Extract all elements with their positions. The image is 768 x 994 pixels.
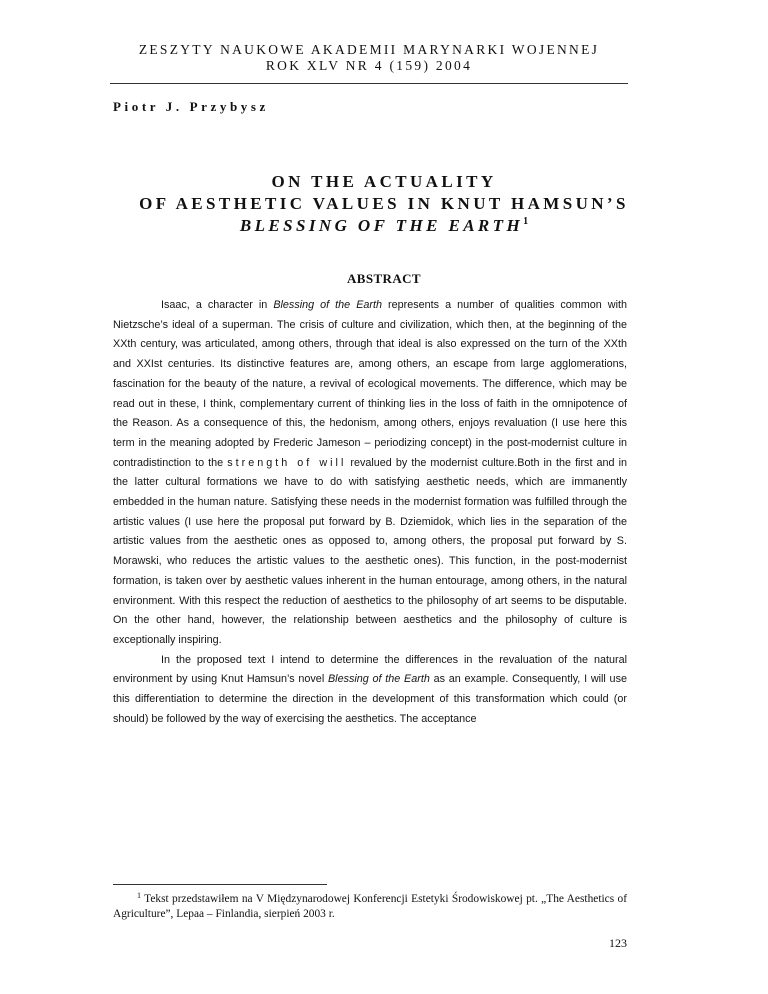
header-divider xyxy=(110,83,628,84)
article-title xyxy=(100,171,668,237)
text-segment: represents a number of qualities common with Nietzsche’s ideal of a superman. The crisis of culture and civilization, which then, at the beginning of the XXth century, was articulated, among others, through that ideal is also expressed on the turn of the XXth and XXIst centuries. Its distinctive features are, among others, an escape from large agglomerations, fascination for the beauty of the nature, a revival of ecological movements. The difference, which may be read out in these, I think, complementary current of thinking lies in the loss of faith in the omnipotence of the Reason. As a consequence of this, the hedonism, among others, enjoys revaluation (I use here this term in the meaning adopted by Frederic Jameson – periodizing concept) in the post-modernist culture in contradistinction to the xyxy=(113,299,627,469)
author-name: Piotr J. Przybysz xyxy=(113,99,269,114)
abstract-body xyxy=(113,296,627,729)
text-segment: as an example. Consequently, I will use this differentiation to determine the direction in the development of this transformation which could (or should) be followed by the way of exercising the aesthetics. The acceptance xyxy=(113,673,627,725)
title-line-1: ON THE ACTUALITY xyxy=(271,172,497,191)
book-title-italic: Blessing of the Earth xyxy=(327,673,430,686)
journal-header xyxy=(110,42,628,74)
abstract-paragraph-2 xyxy=(113,651,627,730)
page-number: 123 xyxy=(609,936,627,950)
text-segment: Isaac, a character in xyxy=(161,299,274,311)
title-footnote-mark[interactable]: 1 xyxy=(523,216,529,227)
abstract-heading: ABSTRACT xyxy=(347,271,421,286)
footnote-mark: 1 xyxy=(137,891,141,900)
book-title-italic: Blessing of the Earth xyxy=(273,299,383,311)
title-line-2: OF AESTHETIC VALUES IN KNUT HAMSUN’S xyxy=(139,194,629,213)
spaced-phrase: strength of will xyxy=(227,456,347,469)
title-book-name: BLESSING OF THE EARTH xyxy=(239,216,524,235)
journal-issue: ROK XLV NR 4 (159) 2004 xyxy=(265,58,473,73)
text-segment: In the proposed text I intend to determine the differences in the revaluation of the natural environment by using Knut Hamsun’s novel xyxy=(113,653,627,686)
footnote xyxy=(113,892,627,922)
abstract-paragraph-1 xyxy=(113,296,627,651)
footnote-divider xyxy=(113,884,327,885)
footnote-text: Tekst przedstawiłem na V Międzynarodowej Konferencji Estetyki Środowiskowej pt. „The Aesthetics of Agriculture”, Lepaa – Finlandia, sierpień 2003 r. xyxy=(113,893,627,920)
text-segment: revalued by the modernist culture.Both in the first and in the latter cultural formations we have to do with satisfying aesthetic needs, which are immanently embedded in the human nature. Satisfying these needs in the modernist formation was fulfilled through the artistic values (I use here the proposal put forward by B. Dziemidok, which lies in the separation of the artistic values from the aesthetic ones as opposed to, among others, the proposal put forward by S. Morawski, who reduces the artistic values to the aesthetic ones). This function, in the post-modernist formation, is taken over by aesthetic values inherent in the human entourage, among others, in the natural environment. With this respect the reduction of aesthetics to the philosophy of art seems to be disputable. On the other hand, however, the relationship between aesthetics and the philosophy of culture is exceptionally inspiring. xyxy=(113,456,627,646)
title-line-3 xyxy=(100,215,668,237)
journal-name: ZESZYTY NAUKOWE AKADEMII MARYNARKI WOJENNEJ xyxy=(138,42,600,57)
